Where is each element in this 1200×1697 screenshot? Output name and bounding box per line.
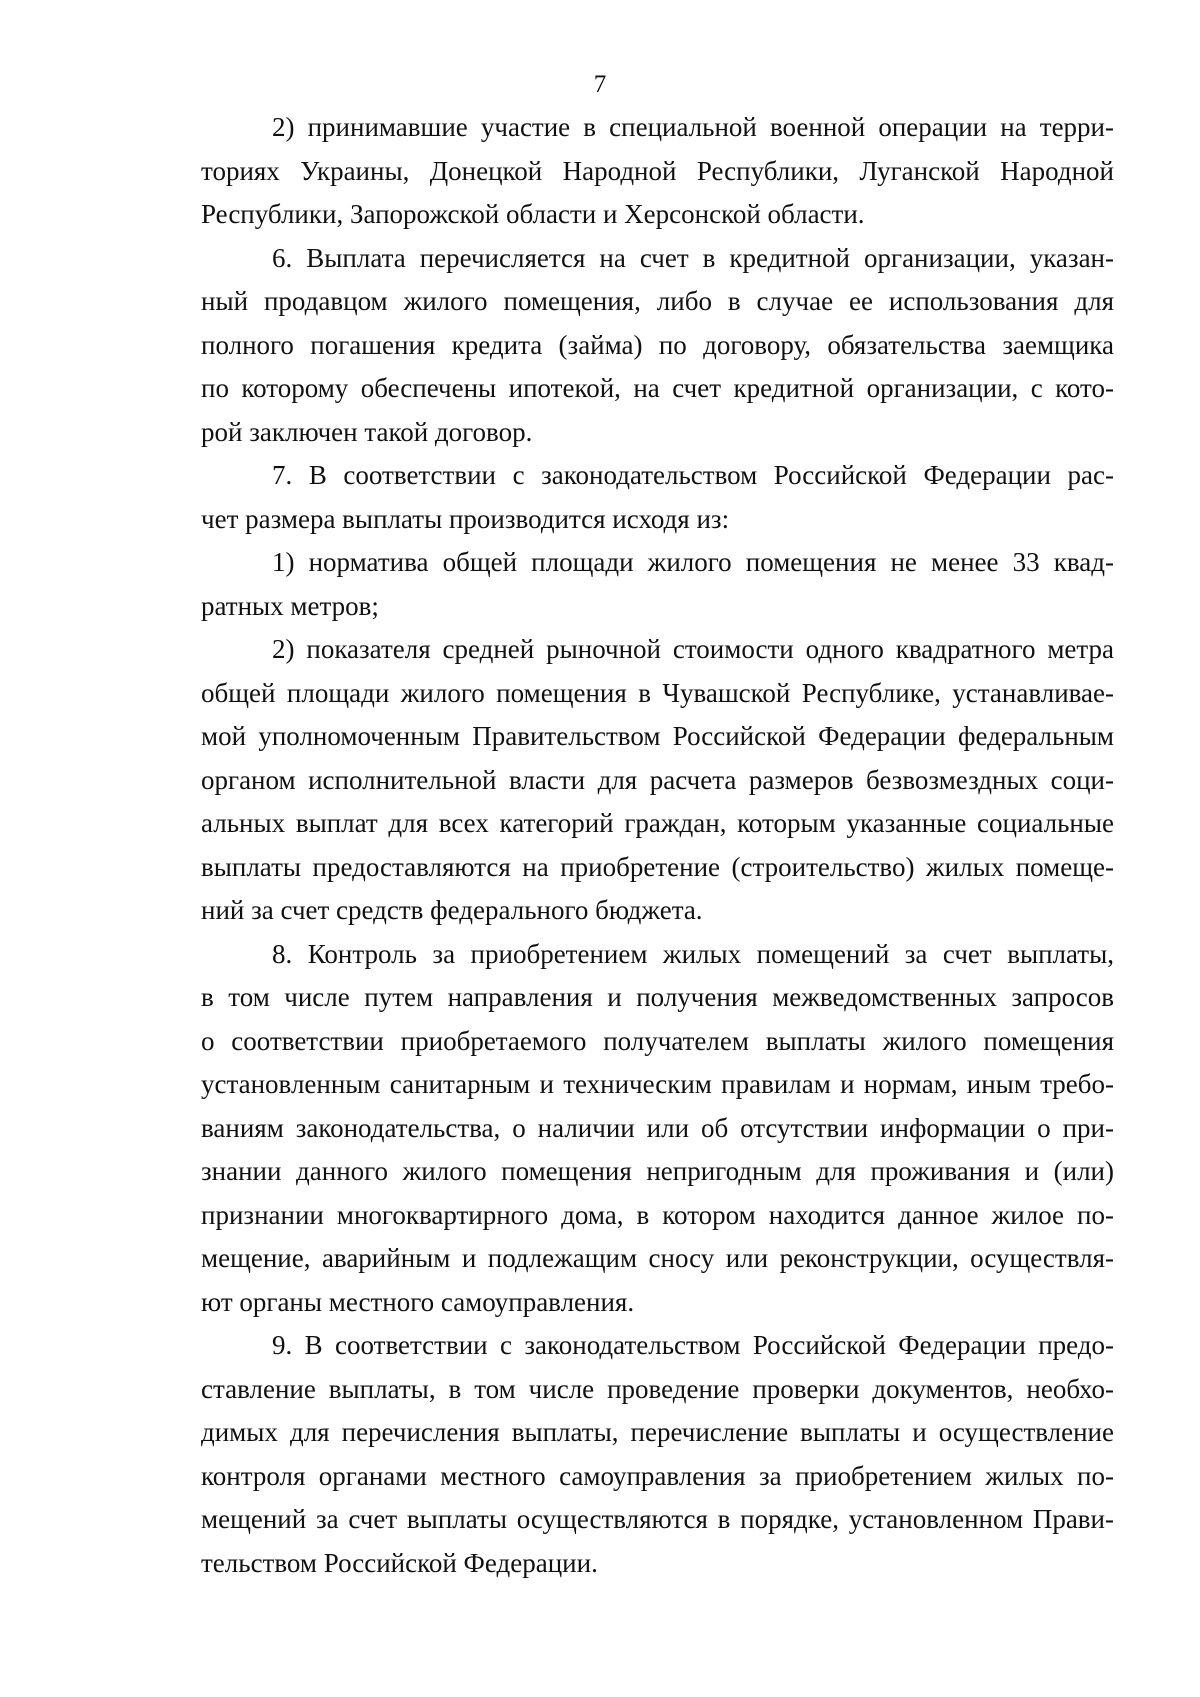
text-line: мещение, аварийным и подлежащим сносу или реконструкции, осуществля-	[201, 1243, 1114, 1273]
text-line: 6. Выплата перечисляется на счет в кредитной организации, указан-	[272, 242, 1114, 273]
text-line: выплаты предоставляются на приобретение (строительство) жилых помеще-	[201, 851, 1114, 882]
text-line: тельством Российской Федерации.	[201, 1547, 598, 1578]
text-line: рой заключен такой договор.	[201, 416, 533, 447]
text-line: альных выплат для всех категорий граждан, которым указанные социальные	[201, 808, 1114, 838]
text-line: ют органы местного самоуправления.	[201, 1286, 635, 1317]
paragraph-item-7-1	[201, 541, 1114, 628]
text-line: о соответствии приобретаемого получателем выплаты жилого помещения	[201, 1025, 1114, 1056]
text-line: ставление выплаты, в том числе проведение проверки документов, необхо-	[201, 1373, 1114, 1404]
text-line: установленным санитарным и техническим правилам и нормам, иным требо-	[201, 1069, 1114, 1099]
text-line: знании данного жилого помещения непригодным для проживания и (или)	[201, 1156, 1114, 1186]
text-line: по которому обеспечены ипотекой, на счет кредитной организации, с кото-	[201, 373, 1114, 403]
text-line: мещений за счет выплаты осуществляются в порядке, установленном Прави-	[201, 1504, 1114, 1534]
text-line: 2) показателя средней рыночной стоимости одного квадратного метра	[272, 634, 1114, 664]
text-line: органом исполнительной власти для расчета размеров безвозмездных соци-	[201, 764, 1114, 795]
paragraph-clause-6	[201, 237, 1114, 455]
text-line: в том числе путем направления и получения межведомственных запросов	[201, 982, 1114, 1012]
text-line: ториях Украины, Донецкой Народной Республики, Луганской Народной	[201, 155, 1114, 186]
text-line: Республики, Запорожской области и Херсонской области.	[201, 199, 865, 229]
text-line: 8. Контроль за приобретением жилых помещений за счет выплаты,	[272, 938, 1114, 969]
text-line: контроля органами местного самоуправления за приобретением жилых по-	[201, 1460, 1114, 1491]
paragraph-item-7-2	[201, 628, 1114, 933]
paragraph-item-5-2	[201, 106, 1114, 237]
text-line: димых для перечисления выплаты, перечисление выплаты и осуществление	[201, 1417, 1114, 1447]
text-line: ратных метров;	[201, 590, 379, 621]
text-line: 2) принимавшие участие в специальной военной операции на терри-	[272, 112, 1114, 142]
text-line: 7. В соответствии с законодательством Российской Федерации рас-	[272, 460, 1114, 490]
text-line: ный продавцом жилого помещения, либо в случае ее использования для	[201, 286, 1114, 316]
page-number: 7	[593, 71, 607, 98]
document-body	[201, 106, 1114, 1585]
paragraph-clause-9	[201, 1324, 1114, 1585]
text-line: полного погашения кредита (займа) по договору, обязательства заемщика	[201, 329, 1114, 360]
text-line: признании многоквартирного дома, в котором находится данное жилое по-	[201, 1199, 1114, 1230]
text-line: общей площади жилого помещения в Чувашской Республике, устанавливае-	[201, 677, 1114, 708]
text-line: 9. В соответствии с законодательством Российской Федерации предо-	[272, 1330, 1114, 1360]
text-line: чет размера выплаты производится исходя из:	[201, 503, 730, 534]
paragraph-clause-7	[201, 454, 1114, 541]
text-line: ний за счет средств федерального бюджета.	[201, 895, 703, 925]
paragraph-clause-8	[201, 933, 1114, 1325]
text-line: 1) норматива общей площади жилого помещения не менее 33 квад-	[272, 547, 1114, 577]
text-line: ваниям законодательства, о наличии или об отсутствии информации о при-	[201, 1112, 1114, 1143]
text-line: мой уполномоченным Правительством Российской Федерации федеральным	[201, 721, 1114, 751]
